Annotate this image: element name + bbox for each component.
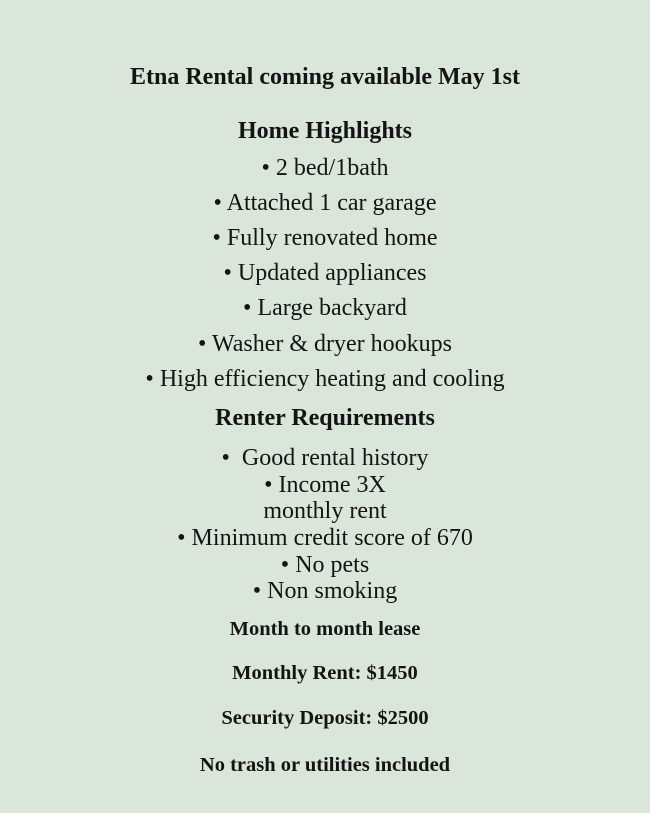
highlight-text: High efficiency heating and cooling	[159, 366, 505, 392]
highlight-item	[0, 331, 650, 358]
bullet-icon: •	[243, 295, 252, 321]
lease-type: Month to month lease	[229, 618, 421, 640]
highlight-text: 2 bed/1bath	[275, 155, 389, 181]
flyer-title: Etna Rental coming available May 1st	[130, 64, 520, 90]
bullet-icon: •	[223, 260, 232, 286]
utilities-note: No trash or utilities included	[199, 754, 451, 776]
home-highlights-heading: Home Highlights	[237, 118, 412, 144]
highlight-text: Large backyard	[257, 295, 407, 321]
bullet-icon: •	[145, 366, 154, 392]
highlight-item	[0, 260, 650, 287]
bullet-icon: •	[261, 155, 270, 181]
bullet-icon: •	[212, 225, 221, 251]
security-deposit: Security Deposit: $2500	[221, 707, 429, 729]
bullet-icon: •	[198, 331, 207, 357]
highlight-item	[0, 366, 650, 393]
requirement-item: • Good rental history	[221, 445, 429, 471]
requirement-item: • No pets	[280, 552, 370, 578]
requirement-item: • Income 3X	[264, 472, 386, 498]
highlight-text: Attached 1 car garage	[226, 190, 437, 216]
renter-requirements-heading: Renter Requirements	[215, 405, 435, 431]
highlight-item	[0, 295, 650, 322]
highlight-item	[0, 225, 650, 252]
highlight-text: Washer & dryer hookups	[211, 331, 452, 357]
highlight-text: Fully renovated home	[226, 225, 438, 251]
requirement-item: • Non smoking	[252, 578, 398, 604]
requirement-item: • Minimum credit score of 670	[177, 525, 473, 551]
bullet-icon: •	[213, 190, 222, 216]
highlight-text: Updated appliances	[237, 260, 427, 286]
highlight-item	[0, 190, 650, 217]
monthly-rent: Monthly Rent: $1450	[232, 662, 418, 684]
requirement-item-continued: monthly rent	[263, 498, 387, 524]
highlight-item	[0, 155, 650, 182]
